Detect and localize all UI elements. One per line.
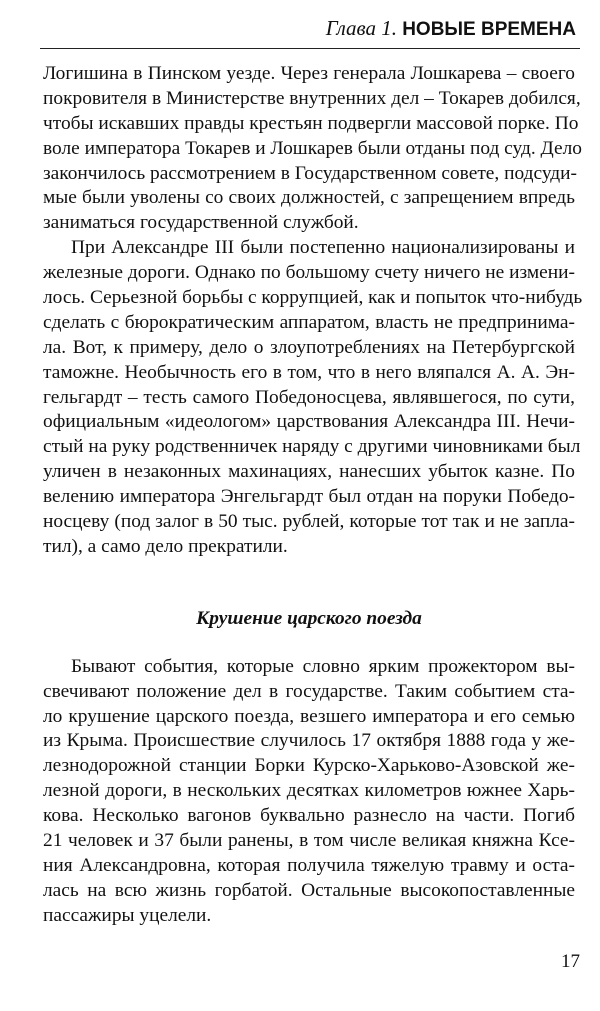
text-line: стый на руку родственничек наряду с другими чиновниками был (43, 436, 581, 458)
text-line: При Александре III были постепенно национализированы и (71, 237, 575, 259)
spacer (43, 560, 575, 606)
text-line: чтобы искавших правды крестьян подвергли массовой порке. По (43, 112, 579, 134)
text-line: из Крыма. Происшествие случилось 17 октября 1888 года у же- (43, 730, 575, 752)
text-line: заниматься государственной службой. (43, 212, 359, 234)
text-line: покровителя в Министерстве внутренних дел – Токарев добился, (43, 87, 581, 109)
spacer (43, 631, 575, 655)
text-line: носцеву (под залог в 50 тыс. рублей, которые тот так и не запла- (43, 511, 575, 533)
paragraph-alexander-iii (43, 236, 583, 560)
text-line: ла. Вот, к примеру, дело о злоупотреблениях на Петербургской (43, 336, 575, 358)
text-line: пассажиры уцелели. (43, 904, 212, 926)
text-line: воле императора Токарев и Лошкарев были отданы под суд. Дело (43, 137, 582, 159)
text-line: Логишина в Пинском уезде. Через генерала Лошкарева – своего (43, 63, 575, 84)
text-line: 21 человек и 37 были ранены, в том числе великая княжна Ксе- (43, 830, 575, 852)
text-line: лезнодорожной станции Борки Курско-Харьково-Азовской же- (43, 755, 575, 777)
section-heading: Крушение царского поезда (196, 607, 422, 629)
running-head-bar (40, 12, 580, 49)
text-line: ния Александровна, которая получила тяжелую травму и оста- (43, 854, 575, 876)
chapter-title: НОВЫЕ ВРЕМЕНА (402, 19, 576, 40)
text-line: мые были уволены со своих должностей, с запрещением впредь (43, 187, 575, 209)
text-line: железные дороги. Однако по большому счету ничего не измени- (43, 262, 575, 284)
text-line: велению императора Энгельгардт был отдан на поруки Победо- (43, 486, 575, 508)
text-line: тил), а само дело прекратили. (43, 535, 288, 557)
running-head (326, 14, 576, 44)
text-line: свечивают положение дел в государстве. Таким событием ста- (43, 680, 575, 702)
text-line: лось. Серьезной борьбы с коррупцией, как и попыток что-нибудь (43, 287, 583, 309)
text-line: лась на всю жизнь горбатой. Остальные высокопоставленные (43, 879, 575, 901)
text-line: кова. Несколько вагонов буквально разнесло на части. Погиб (43, 805, 575, 827)
text-line: таможне. Необычность его в том, что в него вляпался А. А. Эн- (43, 361, 575, 383)
text-line: Бывают события, которые словно ярким прожектором вы- (71, 655, 575, 677)
chapter-label: Глава 1. (325, 16, 397, 40)
text-line: ло крушение царского поезда, везшего императора и его семью (43, 705, 575, 727)
text-line: закончилось рассмотрением в Государственном совете, подсуди- (43, 162, 578, 184)
paragraph-continued (43, 62, 582, 236)
text-line: официальным «идеологом» царствования Александра III. Нечи- (43, 411, 575, 433)
page-body (43, 62, 583, 929)
text-line: уличен в незаконных махинациях, нанесших убыток казне. По (43, 461, 575, 483)
page-number: 17 (561, 951, 580, 972)
text-line: сделать с бюрократическим аппаратом, власть не предпринима- (43, 311, 575, 333)
text-line: лезной дороги, в нескольких десятках километров южнее Харь- (43, 780, 575, 802)
text-line: гельгардт – тесть самого Победоносцева, являвшегося, по сути, (43, 386, 575, 408)
paragraph-train-crash (43, 655, 575, 929)
